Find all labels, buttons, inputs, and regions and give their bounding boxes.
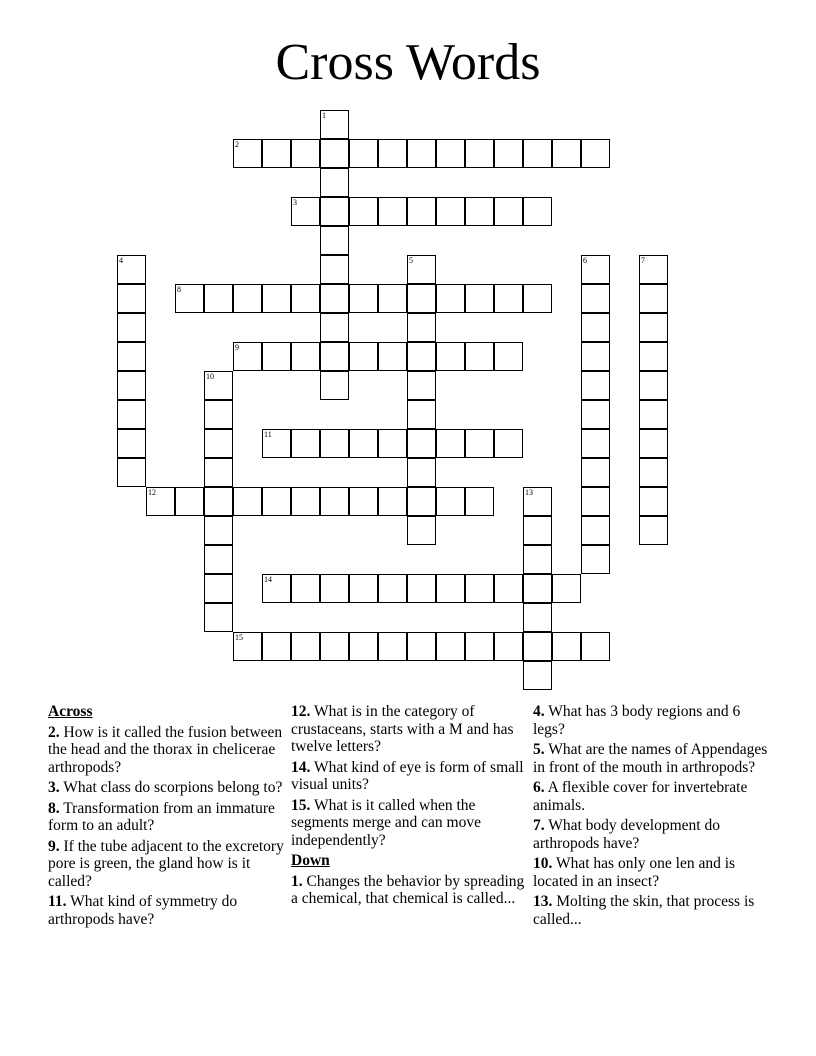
- grid-cell[interactable]: [378, 487, 407, 516]
- grid-cell[interactable]: [436, 574, 465, 603]
- grid-cell[interactable]: [204, 371, 233, 400]
- grid-cell[interactable]: [262, 342, 291, 371]
- grid-cell[interactable]: [378, 342, 407, 371]
- grid-cell[interactable]: [204, 545, 233, 574]
- cell-number: 14: [264, 575, 272, 584]
- grid-cell[interactable]: [320, 284, 349, 313]
- grid-cell[interactable]: [320, 429, 349, 458]
- grid-cell[interactable]: [494, 284, 523, 313]
- grid-cell[interactable]: [494, 342, 523, 371]
- grid-cell[interactable]: [407, 400, 436, 429]
- grid-cell[interactable]: [407, 429, 436, 458]
- cell-number: 9: [235, 343, 239, 352]
- grid-cell[interactable]: [204, 458, 233, 487]
- down-clue-1: 1. Changes the behavior by spreading a chemical, that chemical is called...: [291, 872, 525, 907]
- grid-cell[interactable]: [639, 342, 668, 371]
- grid-cell[interactable]: [552, 632, 581, 661]
- grid-cell[interactable]: [407, 458, 436, 487]
- across-clue-8: 8. Transformation from an immature form to an adult?: [48, 799, 275, 834]
- grid-cell[interactable]: [349, 632, 378, 661]
- cell-number: 8: [177, 285, 181, 294]
- across-clue-11: 11. What kind of symmetry do arthropods have?: [48, 893, 238, 928]
- grid-cell[interactable]: [320, 487, 349, 516]
- grid-cell[interactable]: [523, 139, 552, 168]
- grid-cell[interactable]: [639, 313, 668, 342]
- grid-cell[interactable]: [349, 197, 378, 226]
- grid-cell[interactable]: [465, 574, 494, 603]
- grid-cell[interactable]: [291, 197, 320, 226]
- grid-cell[interactable]: [349, 574, 378, 603]
- grid-cell[interactable]: [320, 342, 349, 371]
- grid-cell[interactable]: [465, 342, 494, 371]
- grid-cell[interactable]: [349, 342, 378, 371]
- across-clue-14: 14. What kind of eye is form of small visual units?: [291, 758, 524, 793]
- grid-cell[interactable]: [262, 139, 291, 168]
- cell-number: 1: [322, 111, 326, 120]
- grid-cell[interactable]: [291, 574, 320, 603]
- grid-cell[interactable]: [204, 574, 233, 603]
- clue-column-1: [48, 703, 284, 931]
- grid-cell[interactable]: [523, 632, 552, 661]
- grid-cell[interactable]: [378, 429, 407, 458]
- grid-cell[interactable]: [523, 487, 552, 516]
- down-heading: Down: [291, 852, 330, 869]
- grid-cell[interactable]: [117, 458, 146, 487]
- grid-cell[interactable]: [320, 139, 349, 168]
- grid-cell[interactable]: [581, 313, 610, 342]
- grid-cell[interactable]: [320, 110, 349, 139]
- across-clue-9: 9. If the tube adjacent to the excretory pore is green, the gland how is it called?: [48, 837, 284, 890]
- grid-cell[interactable]: [204, 284, 233, 313]
- down-clue-7: 7. What body development do arthropods have?: [533, 817, 720, 852]
- grid-cell[interactable]: [465, 487, 494, 516]
- grid-cell[interactable]: [117, 429, 146, 458]
- cell-number: 6: [583, 256, 587, 265]
- grid-cell[interactable]: [291, 342, 320, 371]
- grid-cell[interactable]: [639, 255, 668, 284]
- grid-cell[interactable]: [407, 139, 436, 168]
- grid-cell[interactable]: [494, 139, 523, 168]
- grid-cell[interactable]: [204, 429, 233, 458]
- grid-cell[interactable]: [465, 197, 494, 226]
- grid-cell[interactable]: [639, 429, 668, 458]
- grid-cell[interactable]: [378, 284, 407, 313]
- grid-cell[interactable]: [349, 139, 378, 168]
- grid-cell[interactable]: [465, 429, 494, 458]
- grid-cell[interactable]: [320, 226, 349, 255]
- grid-cell[interactable]: [320, 632, 349, 661]
- grid-cell[interactable]: [320, 574, 349, 603]
- cell-number: 5: [409, 256, 413, 265]
- grid-cell[interactable]: [581, 400, 610, 429]
- clue-column-3: [533, 703, 769, 931]
- grid-cell[interactable]: [204, 516, 233, 545]
- grid-cell[interactable]: [639, 487, 668, 516]
- grid-cell[interactable]: [349, 284, 378, 313]
- grid-cell[interactable]: [349, 429, 378, 458]
- grid-cell[interactable]: [581, 487, 610, 516]
- grid-cell[interactable]: [407, 516, 436, 545]
- down-clue-10: 10. What has only one len and is located in an insect?: [533, 855, 736, 890]
- cell-number: 2: [235, 140, 239, 149]
- grid-cell[interactable]: [581, 429, 610, 458]
- grid-cell[interactable]: [581, 284, 610, 313]
- grid-cell[interactable]: [407, 197, 436, 226]
- grid-cell[interactable]: [407, 371, 436, 400]
- grid-cell[interactable]: [407, 632, 436, 661]
- grid-cell[interactable]: [407, 313, 436, 342]
- grid-cell[interactable]: [523, 284, 552, 313]
- grid-cell[interactable]: [523, 545, 552, 574]
- grid-cell[interactable]: [378, 632, 407, 661]
- cell-number: 3: [293, 198, 297, 207]
- grid-cell[interactable]: [407, 574, 436, 603]
- grid-cell[interactable]: [465, 632, 494, 661]
- across-clue-3: 3. What class do scorpions belong to?: [48, 779, 283, 796]
- grid-cell[interactable]: [146, 487, 175, 516]
- grid-cell[interactable]: [407, 487, 436, 516]
- down-clue-6: 6. A flexible cover for invertebrate animals.: [533, 779, 748, 814]
- grid-cell[interactable]: [233, 487, 262, 516]
- grid-cell[interactable]: [581, 342, 610, 371]
- grid-cell[interactable]: [291, 632, 320, 661]
- grid-cell[interactable]: [436, 632, 465, 661]
- grid-cell[interactable]: [262, 284, 291, 313]
- grid-cell[interactable]: [523, 603, 552, 632]
- cell-number: 12: [148, 488, 156, 497]
- cell-number: 15: [235, 633, 243, 642]
- down-clue-13: 13. Molting the skin, that process is called...: [533, 893, 755, 928]
- grid-cell[interactable]: [436, 284, 465, 313]
- grid-cell[interactable]: [204, 487, 233, 516]
- grid-cell[interactable]: [262, 632, 291, 661]
- grid-cell[interactable]: [233, 342, 262, 371]
- grid-cell[interactable]: [436, 197, 465, 226]
- grid-cell[interactable]: [407, 255, 436, 284]
- grid-cell[interactable]: [320, 313, 349, 342]
- grid-cell[interactable]: [233, 284, 262, 313]
- grid-cell[interactable]: [494, 574, 523, 603]
- cell-number: 10: [206, 372, 214, 381]
- grid-cell[interactable]: [117, 255, 146, 284]
- grid-cell[interactable]: [117, 342, 146, 371]
- across-clue-12: 12. What is in the category of crustaceans, starts with a M and has twelve letters?: [291, 703, 514, 755]
- grid-cell[interactable]: [552, 139, 581, 168]
- grid-cell[interactable]: [639, 516, 668, 545]
- grid-cell[interactable]: [204, 603, 233, 632]
- grid-cell[interactable]: [262, 429, 291, 458]
- grid-cell[interactable]: [523, 574, 552, 603]
- grid-cell[interactable]: [581, 139, 610, 168]
- grid-cell[interactable]: [233, 139, 262, 168]
- grid-cell[interactable]: [465, 284, 494, 313]
- grid-cell[interactable]: [204, 400, 233, 429]
- grid-cell[interactable]: [581, 371, 610, 400]
- grid-cell[interactable]: [494, 429, 523, 458]
- grid-cell[interactable]: [320, 197, 349, 226]
- grid-cell[interactable]: [523, 197, 552, 226]
- grid-cell[interactable]: [378, 139, 407, 168]
- grid-cell[interactable]: [581, 458, 610, 487]
- cell-number: 4: [119, 256, 123, 265]
- grid-cell[interactable]: [552, 574, 581, 603]
- grid-cell[interactable]: [639, 400, 668, 429]
- grid-cell[interactable]: [291, 429, 320, 458]
- grid-cell[interactable]: [436, 487, 465, 516]
- grid-cell[interactable]: [291, 139, 320, 168]
- across-clue-15: 15. What is it called when the segments merge and can move independently?: [291, 796, 481, 849]
- grid-cell[interactable]: [523, 661, 552, 690]
- grid-cell[interactable]: [117, 313, 146, 342]
- grid-cell[interactable]: [639, 458, 668, 487]
- clue-column-2: [291, 703, 527, 911]
- grid-cell[interactable]: [175, 487, 204, 516]
- grid-cell[interactable]: [175, 284, 204, 313]
- grid-cell[interactable]: [523, 516, 552, 545]
- grid-cell[interactable]: [581, 516, 610, 545]
- grid-cell[interactable]: [407, 284, 436, 313]
- cell-number: 7: [641, 256, 645, 265]
- grid-cell[interactable]: [581, 632, 610, 661]
- grid-cell[interactable]: [378, 197, 407, 226]
- grid-cell[interactable]: [320, 255, 349, 284]
- across-heading: Across: [48, 703, 93, 720]
- grid-cell[interactable]: [465, 139, 494, 168]
- grid-cell[interactable]: [581, 545, 610, 574]
- grid-cell[interactable]: [291, 487, 320, 516]
- grid-cell[interactable]: [349, 487, 378, 516]
- grid-cell[interactable]: [436, 139, 465, 168]
- grid-cell[interactable]: [639, 371, 668, 400]
- grid-cell[interactable]: [436, 342, 465, 371]
- grid-cell[interactable]: [262, 574, 291, 603]
- grid-cell[interactable]: [117, 284, 146, 313]
- grid-cell[interactable]: [581, 255, 610, 284]
- grid-cell[interactable]: [291, 284, 320, 313]
- grid-cell[interactable]: [320, 371, 349, 400]
- grid-cell[interactable]: [407, 342, 436, 371]
- page-title: Cross Words: [275, 34, 541, 91]
- grid-cell[interactable]: [378, 574, 407, 603]
- grid-cell[interactable]: [117, 400, 146, 429]
- cell-number: 13: [525, 488, 533, 497]
- cell-number: 11: [264, 430, 272, 439]
- grid-cell[interactable]: [233, 632, 262, 661]
- grid-cell[interactable]: [639, 284, 668, 313]
- across-clue-2: 2. How is it called the fusion between the head and the thorax in chelicerae arthropods?: [48, 723, 283, 776]
- grid-cell[interactable]: [262, 487, 291, 516]
- grid-cell[interactable]: [320, 168, 349, 197]
- grid-cell[interactable]: [436, 429, 465, 458]
- grid-cell[interactable]: [117, 371, 146, 400]
- down-clue-5: 5. What are the names of Appendages in front of the mouth in arthropods?: [533, 741, 768, 776]
- grid-cell[interactable]: [494, 197, 523, 226]
- down-clue-4: 4. What has 3 body regions and 6 legs?: [533, 703, 741, 738]
- grid-cell[interactable]: [494, 632, 523, 661]
